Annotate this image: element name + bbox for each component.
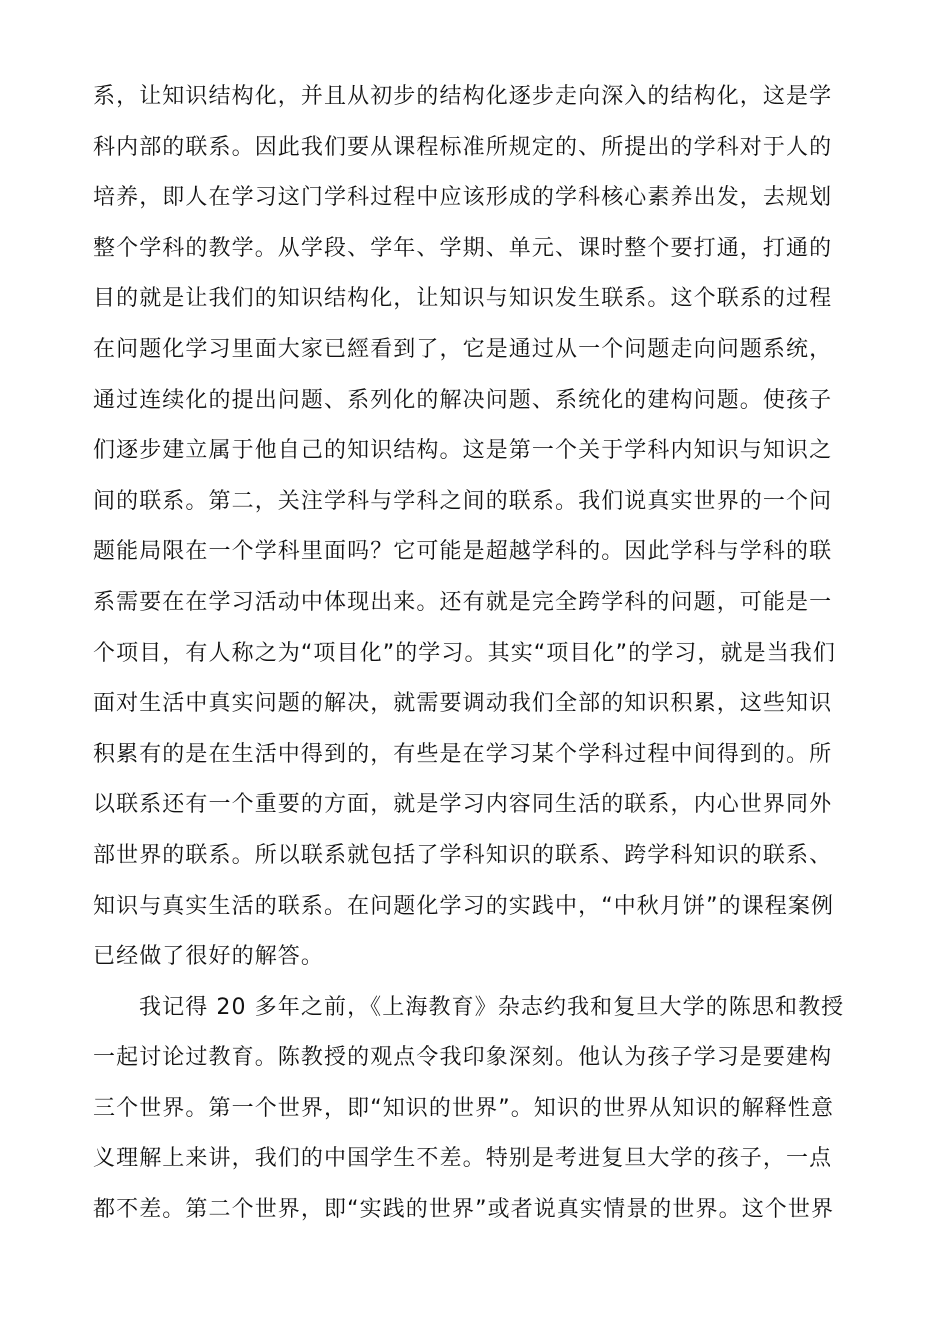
paragraph-first-line: 我记得 20 多年之前，《上海教育》杂志约我和复旦大学的陈思和教授 [139,994,845,1020]
text-line: 面对生活中真实问题的解决，就需要调动我们全部的知识积累，这些知识 [93,691,833,717]
text-line: 已经做了很好的解答。 [93,944,325,970]
text-line: 以联系还有一个重要的方面，就是学习内容同生活的联系，内心世界同外 [93,792,833,818]
text-line: 知识与真实生活的联系。在问题化学习的实践中，“中秋月饼”的课程案例 [93,893,835,919]
text-line: 部世界的联系。所以联系就包括了学科知识的联系、跨学科知识的联系、 [93,842,833,868]
text-line: 一起讨论过教育。陈教授的观点令我印象深刻。他认为孩子学习是要建构 [93,1045,833,1071]
text-line: 间的联系。第二，关注学科与学科之间的联系。我们说真实世界的一个问 [93,488,833,514]
text-line: 都不差。第二个世界，即“实践的世界”或者说真实情景的世界。这个世界 [93,1197,835,1223]
text-line: 目的就是让我们的知识结构化，让知识与知识发生联系。这个联系的过程 [93,286,833,312]
text-line: 三个世界。第一个世界，即“知识的世界”。知识的世界从知识的解释性意 [93,1095,835,1121]
text-line: 系需要在在学习活动中体现出来。还有就是完全跨学科的问题，可能是一 [93,589,833,615]
text-line: 整个学科的教学。从学段、学年、学期、单元、课时整个要打通，打通的 [93,235,833,261]
text-line: 在问题化学习里面大家已經看到了，它是通过从一个问题走向问题系统， [93,336,833,362]
text-line: 积累有的是在生活中得到的，有些是在学习某个学科过程中间得到的。所 [93,741,833,767]
text-line: 培养，即人在学习这门学科过程中应该形成的学科核心素养出发，去规划 [93,185,833,211]
text-line: 系，让知识结构化，并且从初步的结构化逐步走向深入的结构化，这是学 [93,84,833,109]
text-line: 个项目，有人称之为“项目化”的学习。其实“项目化”的学习，就是当我们 [93,640,836,666]
text-line: 题能局限在一个学科里面吗？它可能是超越学科的。因此学科与学科的联 [93,539,833,565]
text-line: 义理解上来讲，我们的中国学生不差。特别是考进复旦大学的孩子，一点 [93,1146,833,1172]
text-line: 科内部的联系。因此我们要从课程标准所规定的、所提出的学科对于人的 [93,134,833,160]
text-line: 们逐步建立属于他自己的知识结构。这是第一个关于学科内知识与知识之 [93,438,833,464]
body-text [93,72,863,1236]
text-line: 通过连续化的提出问题、系列化的解决问题、系统化的建构问题。使孩子 [93,387,833,413]
